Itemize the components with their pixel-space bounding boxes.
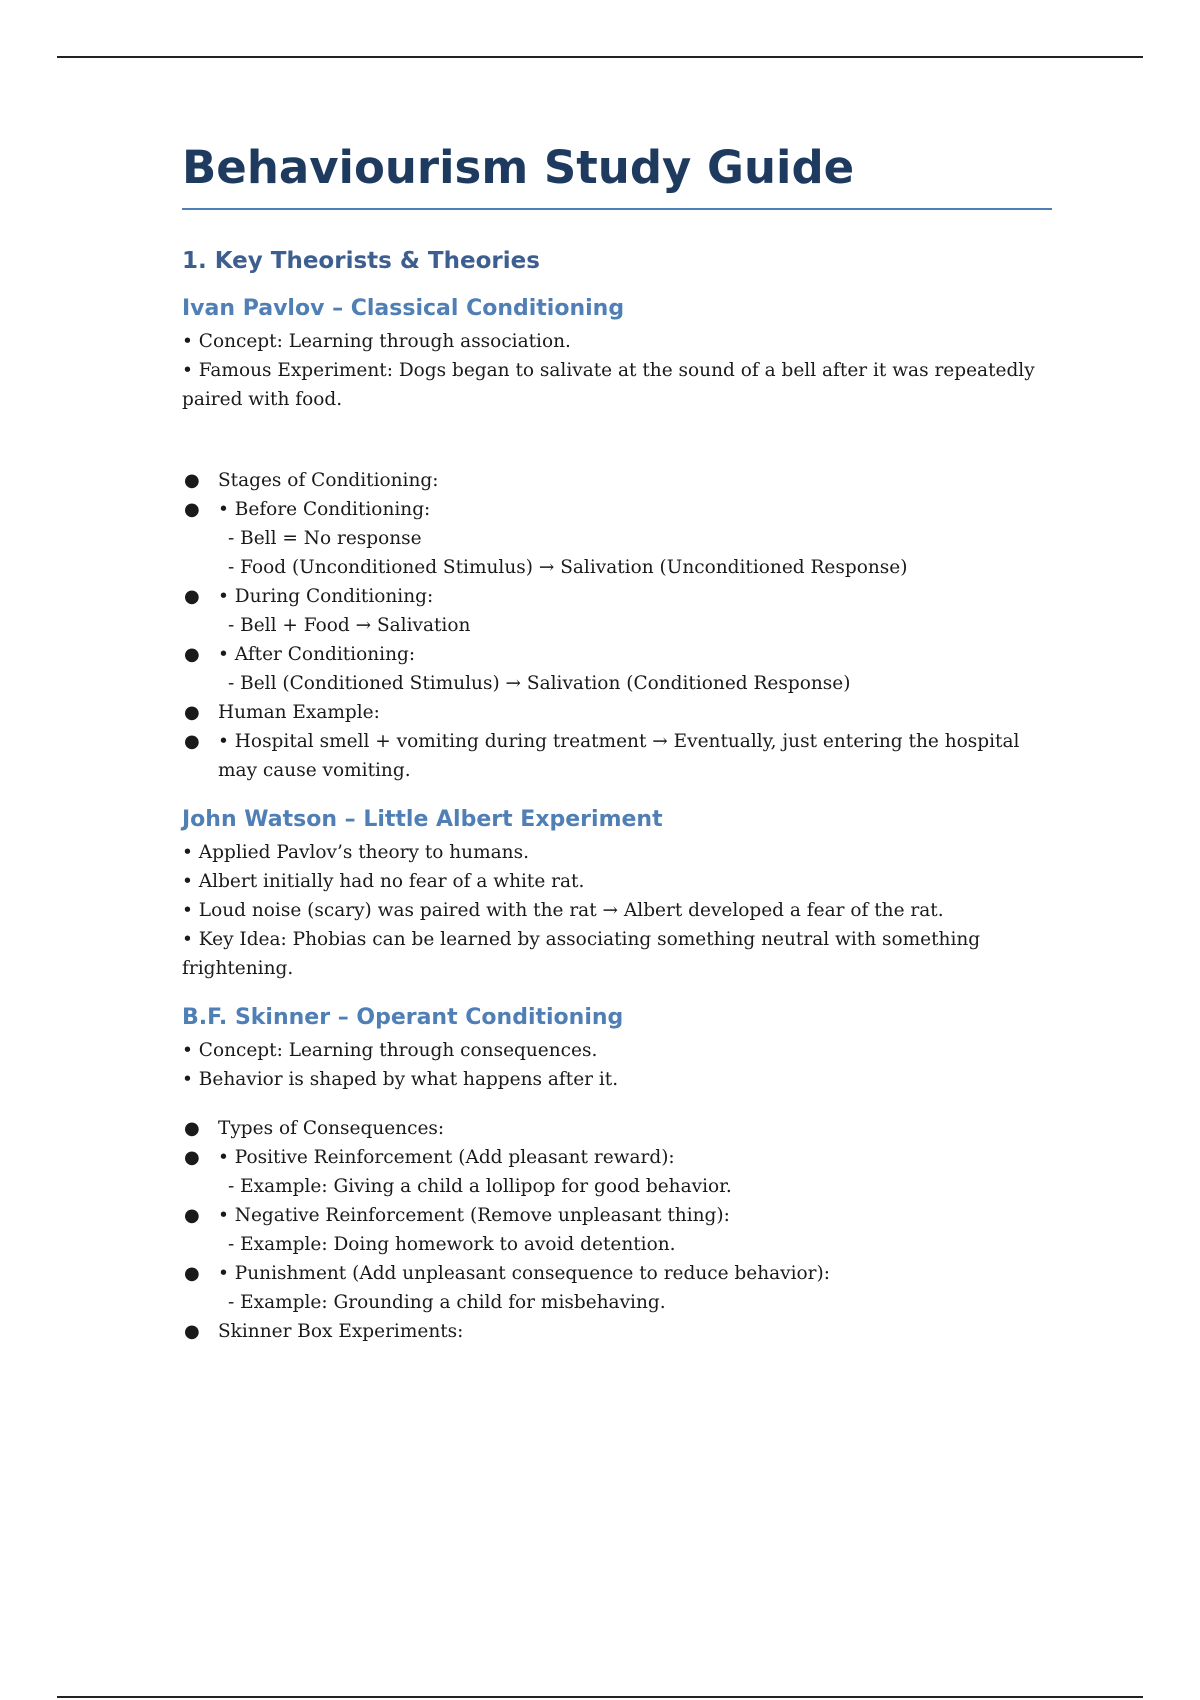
- document-title: Behaviourism Study Guide: [182, 140, 1052, 210]
- list-item: [182, 1317, 1052, 1346]
- bullet-icon: ●: [184, 1263, 200, 1285]
- list-item-text: • During Conditioning:: [218, 586, 434, 608]
- pavlov-bullet-list: [182, 466, 1052, 785]
- pavlov-paragraphs: [182, 327, 1052, 414]
- paragraph: • Albert initially had no fear of a white rat.: [182, 871, 585, 893]
- subheading-watson: John Watson – Little Albert Experiment: [182, 807, 663, 833]
- list-item-text: Skinner Box Experiments:: [218, 1321, 464, 1343]
- list-subitem: - Food (Unconditioned Stimulus) → Salivation (Unconditioned Response): [228, 557, 908, 579]
- list-subitem: - Bell + Food → Salivation: [228, 615, 471, 637]
- list-subitem: - Example: Grounding a child for misbehaving.: [228, 1292, 666, 1314]
- list-item-text: • Positive Reinforcement (Add pleasant reward):: [218, 1147, 675, 1169]
- list-item: [182, 1114, 1052, 1143]
- skinner-paragraphs: [182, 1036, 1052, 1094]
- bullet-icon: ●: [184, 586, 200, 608]
- document-page: [182, 140, 1052, 1346]
- skinner-bullet-list: [182, 1114, 1052, 1346]
- list-subitem: - Bell = No response: [228, 528, 422, 550]
- list-subitem: - Example: Doing homework to avoid detention.: [228, 1234, 676, 1256]
- list-item-text: • Negative Reinforcement (Remove unpleasant thing):: [218, 1205, 730, 1227]
- list-item: [182, 727, 1052, 785]
- bullet-icon: ●: [184, 1147, 200, 1169]
- section-heading-key-theorists: 1. Key Theorists & Theories: [182, 248, 540, 275]
- bullet-icon: ●: [184, 644, 200, 666]
- bullet-icon: ●: [184, 702, 200, 724]
- bullet-icon: ●: [184, 1205, 200, 1227]
- list-subitem: - Example: Giving a child a lollipop for good behavior.: [228, 1176, 732, 1198]
- bullet-icon: ●: [184, 731, 200, 753]
- list-item: [182, 640, 1052, 698]
- subheading-pavlov: Ivan Pavlov – Classical Conditioning: [182, 296, 625, 322]
- list-item: [182, 495, 1052, 582]
- list-item-text: • Before Conditioning:: [218, 499, 431, 521]
- list-item: [182, 698, 1052, 727]
- paragraph: • Key Idea: Phobias can be learned by associating something neutral with something frightening.: [182, 929, 981, 980]
- list-item-text: • Hospital smell + vomiting during treatment → Eventually, just entering the hospital may cause vomiting.: [218, 731, 1020, 782]
- bullet-icon: ●: [184, 1118, 200, 1140]
- watson-paragraphs: [182, 838, 1052, 983]
- list-subitem: - Bell (Conditioned Stimulus) → Salivation (Conditioned Response): [228, 673, 851, 695]
- header-rule: [57, 56, 1143, 58]
- list-item: [182, 1143, 1052, 1201]
- paragraph: • Concept: Learning through consequences.: [182, 1040, 598, 1062]
- list-item-text: Types of Consequences:: [218, 1118, 445, 1140]
- bullet-icon: ●: [184, 499, 200, 521]
- list-item-text: • After Conditioning:: [218, 644, 416, 666]
- list-item: [182, 582, 1052, 640]
- footer-rule: [57, 1696, 1143, 1698]
- paragraph: • Behavior is shaped by what happens after it.: [182, 1069, 619, 1091]
- paragraph: • Applied Pavlov’s theory to humans.: [182, 842, 529, 864]
- list-item: [182, 466, 1052, 495]
- paragraph: • Famous Experiment: Dogs began to salivate at the sound of a bell after it was repeatedly paired with food.: [182, 360, 1035, 411]
- list-item: [182, 1201, 1052, 1259]
- list-item-text: Human Example:: [218, 702, 380, 724]
- paragraph: • Loud noise (scary) was paired with the rat → Albert developed a fear of the rat.: [182, 900, 944, 922]
- paragraph: • Concept: Learning through association.: [182, 331, 571, 353]
- bullet-icon: ●: [184, 470, 200, 492]
- subheading-skinner: B.F. Skinner – Operant Conditioning: [182, 1005, 624, 1031]
- list-item: [182, 1259, 1052, 1317]
- bullet-icon: ●: [184, 1321, 200, 1343]
- list-item-text: • Punishment (Add unpleasant consequence to reduce behavior):: [218, 1263, 830, 1285]
- list-item-text: Stages of Conditioning:: [218, 470, 439, 492]
